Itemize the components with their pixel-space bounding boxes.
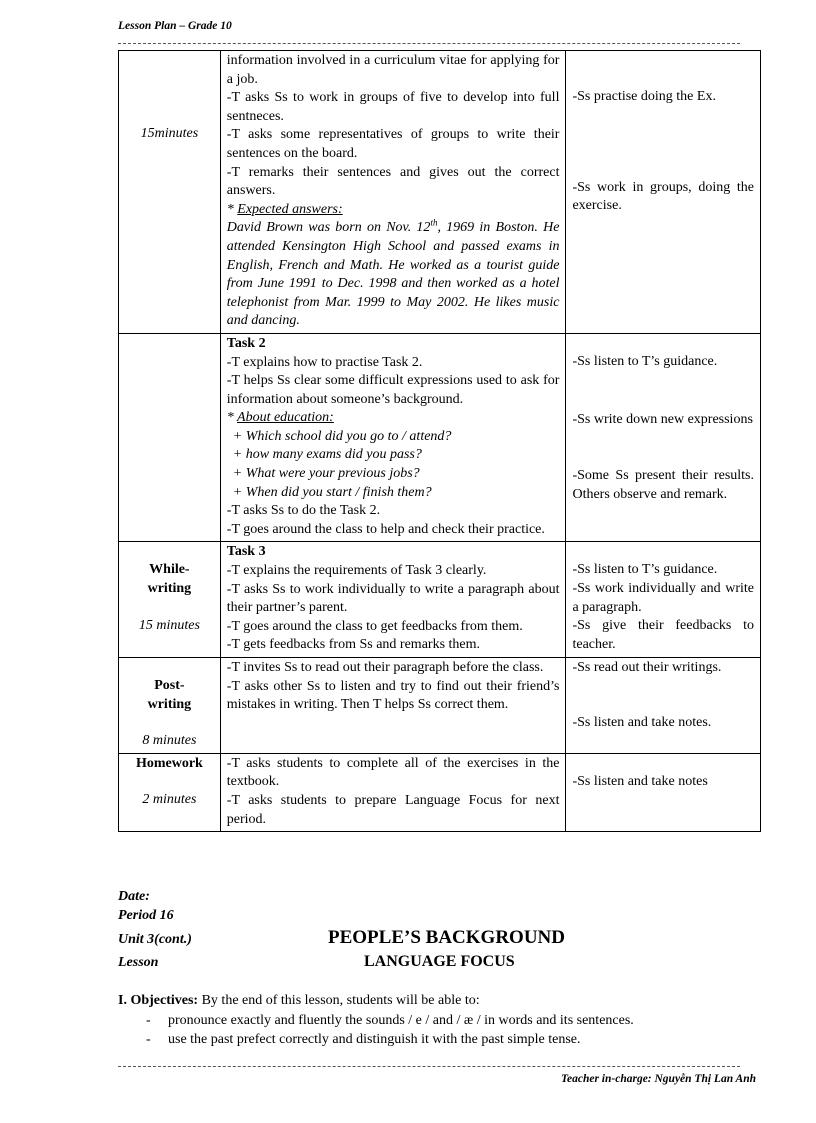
teacher-activity-cell	[220, 753, 566, 831]
activity-line: -T gets feedbacks from Ss and remarks them.	[226, 637, 481, 653]
stage-cell	[119, 753, 221, 831]
lesson-subtitle: LANGUAGE FOCUS	[364, 953, 515, 970]
activity-line: -T asks Ss to do the Task 2.	[226, 503, 381, 519]
student-activity-cell	[566, 51, 761, 334]
table-row	[119, 542, 761, 658]
table-row	[119, 333, 761, 542]
student-activity-line: -Ss read out their writings.	[572, 660, 722, 675]
activity-line: -T explains how to practise Task 2.	[226, 354, 423, 370]
activity-line: -T asks Ss to work in groups of five to develop into full sentneces.	[226, 90, 560, 124]
task-heading: Task 2	[226, 335, 266, 351]
teacher-activity-cell	[220, 658, 566, 754]
date-label: Date:	[118, 889, 150, 904]
student-activity-cell	[566, 333, 761, 542]
stage-label: While-	[149, 562, 190, 578]
page-header: Lesson Plan – Grade 10	[118, 20, 232, 32]
question-item: + When did you start / finish them?	[232, 484, 432, 500]
time-label: 15minutes	[140, 126, 199, 141]
time-label: 2 minutes	[142, 792, 197, 808]
activity-line: -T asks some representatives of groups to write their sentences on the board.	[226, 127, 560, 161]
page-footer: Teacher in-charge: Nguyễn Thị Lan Anh	[561, 1073, 756, 1085]
stage-label: Homework	[135, 755, 203, 771]
activity-line: -T asks Ss to work individually to write a paragraph about their partner’s parent.	[226, 581, 560, 616]
footer-rule	[118, 1066, 740, 1067]
stage-label: writing	[147, 696, 192, 712]
student-activity-line: -Ss work in groups, doing the exercise.	[572, 179, 754, 214]
objective-item: - pronounce exactly and fluently the sounds / e / and / æ / in words and its sentences.	[146, 1013, 634, 1028]
teacher-activity-cell	[220, 333, 566, 542]
activity-line: -T asks students to complete all of the exercises in the textbook.	[226, 755, 560, 790]
table-row	[119, 753, 761, 831]
student-activity-cell	[566, 658, 761, 754]
task-heading: Task 3	[226, 544, 266, 560]
expected-answers-heading: * Expected answers:	[226, 201, 343, 217]
stage-cell	[119, 51, 221, 334]
activity-line: -T remarks their sentences and gives out the correct answers.	[226, 164, 560, 199]
stage-label: writing	[147, 581, 192, 597]
objective-item: - use the past prefect correctly and distinguish it with the past simple tense.	[146, 1032, 581, 1047]
table-row	[119, 51, 761, 334]
unit-label: Unit 3(cont.)	[118, 932, 192, 947]
lesson-label: Lesson	[118, 955, 159, 970]
stage-label: Post-	[154, 678, 185, 693]
lesson-plan-table	[118, 50, 761, 832]
stage-cell	[119, 658, 221, 754]
activity-line: -T invites Ss to read out their paragraph before the class.	[226, 660, 544, 675]
activity-line: -T asks other Ss to listen and try to find out their friend’s mistakes in writing. Then T helps Ss correct them.	[226, 678, 560, 713]
expected-answer-text: David Brown was born on Nov. 12th, 1969 in Boston. He attended Kensington High School and passed exams in English, French and Math. He worked as a tourist guide from June 1991 to Dec. 1998 and then worked as a hotel telephonist from Mar. 1999 to May 2002. He likes music and dancing.	[226, 217, 560, 329]
table-row	[119, 658, 761, 754]
time-label: 8 minutes	[142, 733, 197, 749]
stage-cell	[119, 542, 221, 658]
lesson-title: PEOPLE’S BACKGROUND	[328, 927, 565, 948]
student-activity-line: -Ss write down new expressions	[572, 411, 753, 427]
activity-line: -T goes around the class to get feedbacks from them.	[226, 618, 523, 634]
education-heading: * About education:	[226, 410, 334, 426]
student-activity-cell	[566, 753, 761, 831]
objectives-intro: I. Objectives: By the end of this lesson, students will be able to:	[118, 993, 480, 1008]
question-item: + What were your previous jobs?	[232, 466, 420, 482]
activity-line: -T helps Ss clear some difficult expressions used to ask for information about someone’s background.	[226, 373, 560, 407]
student-activity-cell	[566, 542, 761, 658]
question-item: + Which school did you go to / attend?	[232, 428, 452, 444]
student-activity-line: -Ss listen and take notes.	[572, 714, 712, 730]
stage-cell	[119, 333, 221, 542]
activity-line: -T explains the requirements of Task 3 clearly.	[226, 563, 487, 579]
header-rule	[118, 43, 740, 44]
teacher-activity-cell	[220, 51, 566, 334]
student-activity-line: -Ss listen to T’s guidance.	[572, 562, 718, 578]
teacher-activity-cell	[220, 542, 566, 658]
student-activity-line: -Ss work individually and write a paragraph.	[572, 581, 754, 615]
activity-line: -T asks students to prepare Language Focus for next period.	[226, 792, 560, 827]
question-item: + how many exams did you pass?	[232, 447, 422, 463]
student-activity-line: -Some Ss present their results. Others observe and remark.	[572, 468, 754, 502]
period-label: Period 16	[118, 908, 174, 923]
student-activity-line: -Ss listen to T’s guidance.	[572, 353, 718, 369]
student-activity-line: -Ss give their feedbacks to teacher.	[572, 618, 754, 652]
student-activity-line: -Ss practise doing the Ex.	[572, 89, 716, 104]
activity-line: -T goes around the class to help and check their practice.	[226, 521, 545, 537]
activity-line: information involved in a curriculum vitae for applying for a job.	[226, 53, 560, 87]
student-activity-line: -Ss listen and take notes	[572, 773, 708, 789]
time-label: 15 minutes	[138, 617, 200, 633]
